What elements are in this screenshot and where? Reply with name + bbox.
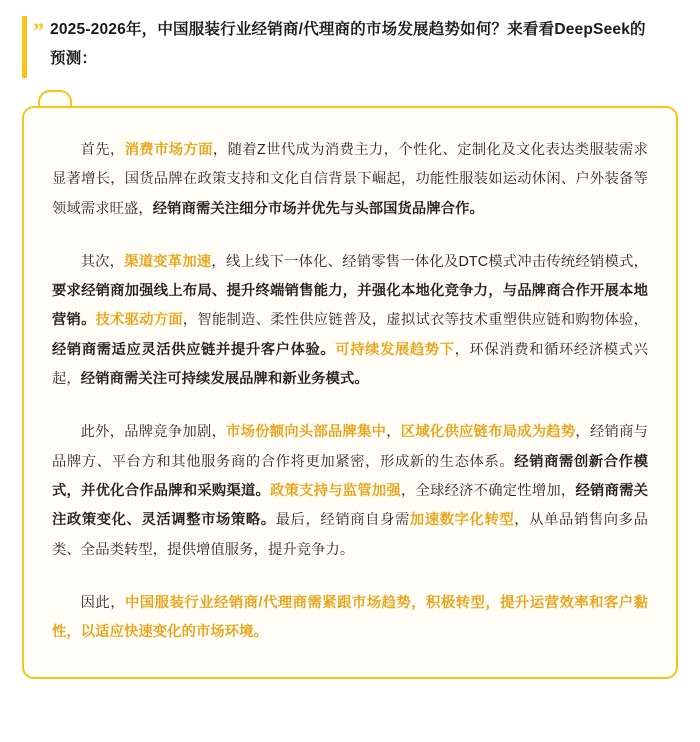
- paragraph: [52, 589, 648, 648]
- emphasis-text: 经销商需关注细分市场并优先与头部国货品牌合作。: [152, 200, 484, 217]
- emphasis-text: 经销商需关注可持续发展品牌和新业务模式。: [80, 371, 369, 388]
- body-text: ，环保消费和循环经济模式兴起，: [52, 341, 648, 388]
- emphasis-text: 要求经销商加强线上布局、提升终端销售能力，并强化本地化竞争力，与品牌商合作开展本地营销。: [52, 283, 648, 329]
- highlighted-text: 区域化供应链布局成为趋势: [400, 424, 576, 441]
- body-text: ，智能制造、柔性供应链普及，虚拟试衣等技术重塑供应链和购物体验，: [182, 312, 648, 329]
- body-text: ，: [386, 424, 401, 441]
- quote-mark-icon: ”: [33, 18, 44, 43]
- paragraph: [52, 248, 648, 394]
- highlighted-text: 渠道变革加速: [124, 253, 212, 270]
- emphasis-text: 经销商需创新合作模式，并优化合作品牌和采购渠道。: [52, 453, 648, 499]
- body-text: 其次，: [80, 253, 125, 270]
- header: [0, 0, 700, 78]
- body-text: ，经销商与品牌方、平台方和其他服务商的合作将更加紧密，形成新的生态体系。: [52, 424, 649, 470]
- highlighted-text: 消费市场方面: [124, 142, 213, 158]
- highlighted-text: 技术驱动方面: [95, 312, 183, 329]
- page-title: 2025-2026年，中国服装行业经销商/代理商的市场发展趋势如何？来看看DeepSeek的预测：: [50, 21, 646, 67]
- body-text: ，全球经济不确定性增加，: [400, 482, 576, 499]
- body-text: ，从单品销售向多品类、全品类转型，提供增值服务，提升竞争力。: [52, 512, 648, 558]
- highlighted-text: 市场份额向头部品牌集中: [226, 424, 387, 441]
- highlighted-text: 加速数字化转型: [409, 512, 515, 529]
- body-text: ，线上线下一体化、经销零售一体化及DTC模式冲击传统经销模式，: [211, 253, 648, 270]
- body-text: 首先，: [80, 142, 125, 158]
- accent-bar: [22, 16, 27, 78]
- body-text: 因此，: [80, 594, 126, 611]
- emphasis-text: 经销商需关注政策变化、灵活调整市场策略。: [52, 482, 649, 529]
- body-text: 最后，经销商自身需: [275, 512, 410, 529]
- paragraph: [52, 418, 648, 564]
- body-text: 此外，品牌竞争加剧，: [80, 424, 227, 441]
- highlighted-text: 政策支持与监管加强: [270, 482, 401, 499]
- highlighted-text: 可持续发展趋势下: [335, 341, 455, 358]
- body-text: ，随着Z世代成为消费主力，个性化、定制化及文化表达类服装需求显著增长，国货品牌在政策支持和文化自信背景下崛起，功能性服装如运动休闲、户外装备等领域需求旺盛，: [52, 142, 648, 217]
- emphasis-text: 经销商需适应灵活供应链并提升客户体验。: [52, 341, 336, 358]
- answer-bubble-wrapper: [22, 106, 678, 679]
- highlighted-text: 中国服装行业经销商/代理商需紧跟市场趋势，积极转型，提升运营效率和客户黏性，以适应快速变化的市场环境。: [52, 594, 648, 641]
- answer-card: [22, 106, 678, 679]
- paragraph: [52, 136, 648, 224]
